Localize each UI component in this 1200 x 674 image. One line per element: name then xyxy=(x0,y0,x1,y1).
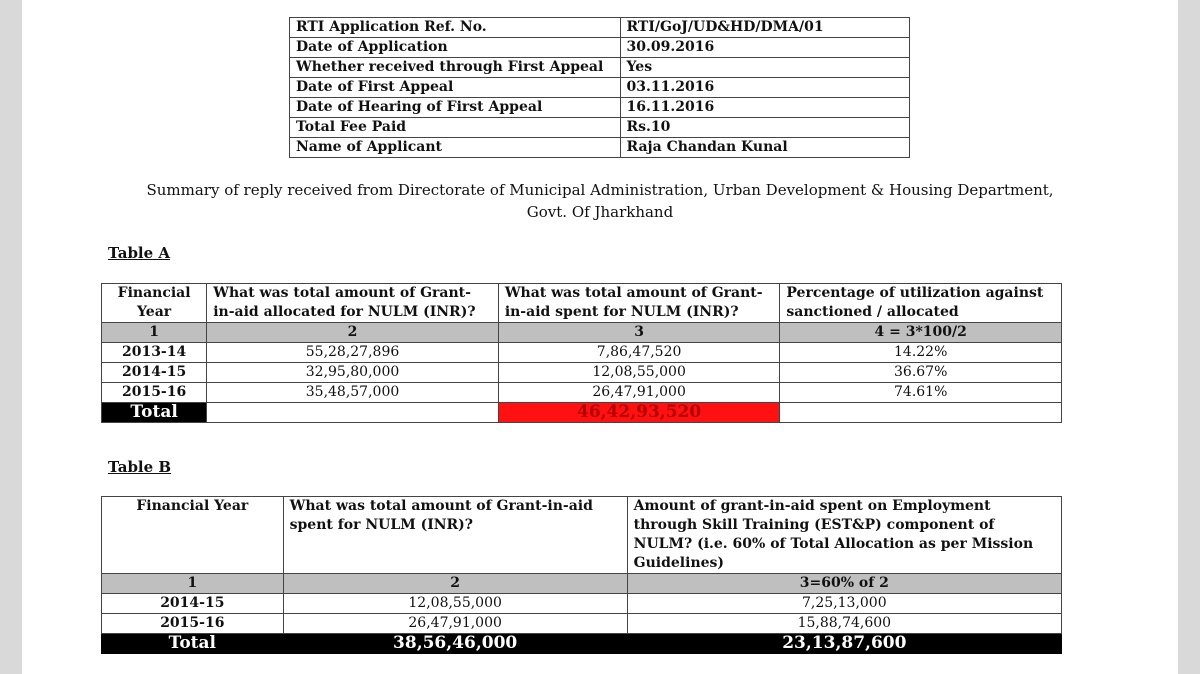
header-spent: What was total amount of Grant-in-aid spent for NULM (INR)? xyxy=(283,497,627,574)
table-row xyxy=(290,138,910,158)
spent-cell: 12,08,55,000 xyxy=(498,363,780,383)
table-row xyxy=(290,78,910,98)
header-utilization: Percentage of utilization against sanctioned / allocated xyxy=(780,284,1062,323)
year-cell: 2013-14 xyxy=(102,343,207,363)
total-spent: 38,56,46,000 xyxy=(283,634,627,654)
total-row xyxy=(102,634,1062,654)
summary-text xyxy=(22,179,1178,223)
total-label: Total xyxy=(102,634,284,654)
table-header-row xyxy=(102,497,1062,574)
total-spent: 46,42,93,520 xyxy=(498,403,780,423)
table-a-caption: Table A xyxy=(108,244,171,262)
spent-cell: 26,47,91,000 xyxy=(498,383,780,403)
year-cell: 2014-15 xyxy=(102,594,284,614)
year-cell: 2015-16 xyxy=(102,383,207,403)
table-row xyxy=(290,38,910,58)
total-pct xyxy=(780,403,1062,423)
table-row xyxy=(102,343,1062,363)
index-row xyxy=(102,574,1062,594)
rti-info-table xyxy=(289,17,910,158)
info-label: Name of Applicant xyxy=(290,138,621,158)
header-financial-year: Financial Year xyxy=(102,284,207,323)
index-cell: 4 = 3*100/2 xyxy=(780,323,1062,343)
table-row xyxy=(102,614,1062,634)
pct-cell: 14.22% xyxy=(780,343,1062,363)
info-value: 16.11.2016 xyxy=(620,98,909,118)
header-estp: Amount of grant-in-aid spent on Employment through Skill Training (EST&P) component of NULM? (i.e. 60% of Total Allocation as per Mission Guidelines) xyxy=(627,497,1061,574)
info-value: 30.09.2016 xyxy=(620,38,909,58)
index-cell: 3 xyxy=(498,323,780,343)
total-label: Total xyxy=(102,403,207,423)
estp-cell: 15,88,74,600 xyxy=(627,614,1061,634)
table-b-caption: Table B xyxy=(108,458,172,476)
year-cell: 2015-16 xyxy=(102,614,284,634)
info-label: Date of First Appeal xyxy=(290,78,621,98)
pct-cell: 36.67% xyxy=(780,363,1062,383)
pct-cell: 74.61% xyxy=(780,383,1062,403)
table-header-row xyxy=(102,284,1062,323)
info-value: Raja Chandan Kunal xyxy=(620,138,909,158)
table-row xyxy=(290,58,910,78)
index-cell: 2 xyxy=(207,323,499,343)
table-row xyxy=(102,594,1062,614)
info-label: Total Fee Paid xyxy=(290,118,621,138)
header-financial-year: Financial Year xyxy=(102,497,284,574)
allocated-cell: 32,95,80,000 xyxy=(207,363,499,383)
allocated-cell: 35,48,57,000 xyxy=(207,383,499,403)
table-a xyxy=(101,283,1062,423)
index-cell: 1 xyxy=(102,323,207,343)
table-row xyxy=(290,118,910,138)
table-b xyxy=(101,496,1062,654)
info-value: 03.11.2016 xyxy=(620,78,909,98)
table-row xyxy=(102,363,1062,383)
header-allocated: What was total amount of Grant-in-aid allocated for NULM (INR)? xyxy=(207,284,499,323)
spent-cell: 7,86,47,520 xyxy=(498,343,780,363)
index-cell: 1 xyxy=(102,574,284,594)
index-cell: 2 xyxy=(283,574,627,594)
total-allocated xyxy=(207,403,499,423)
spent-cell: 12,08,55,000 xyxy=(283,594,627,614)
summary-line-1: Summary of reply received from Directorate of Municipal Administration, Urban Development & Housing Department, xyxy=(146,181,1054,199)
year-cell: 2014-15 xyxy=(102,363,207,383)
document-page xyxy=(22,0,1178,674)
estp-cell: 7,25,13,000 xyxy=(627,594,1061,614)
allocated-cell: 55,28,27,896 xyxy=(207,343,499,363)
info-value: Rs.10 xyxy=(620,118,909,138)
info-value: RTI/GoJ/UD&HD/DMA/01 xyxy=(620,18,909,38)
total-estp: 23,13,87,600 xyxy=(627,634,1061,654)
index-row xyxy=(102,323,1062,343)
info-label: Whether received through First Appeal xyxy=(290,58,621,78)
table-row xyxy=(290,18,910,38)
spent-cell: 26,47,91,000 xyxy=(283,614,627,634)
info-value: Yes xyxy=(620,58,909,78)
header-spent: What was total amount of Grant-in-aid spent for NULM (INR)? xyxy=(498,284,780,323)
index-cell: 3=60% of 2 xyxy=(627,574,1061,594)
summary-line-2: Govt. Of Jharkhand xyxy=(526,203,674,221)
table-row xyxy=(290,98,910,118)
info-label: Date of Hearing of First Appeal xyxy=(290,98,621,118)
total-row xyxy=(102,403,1062,423)
info-label: Date of Application xyxy=(290,38,621,58)
table-row xyxy=(102,383,1062,403)
info-label: RTI Application Ref. No. xyxy=(290,18,621,38)
